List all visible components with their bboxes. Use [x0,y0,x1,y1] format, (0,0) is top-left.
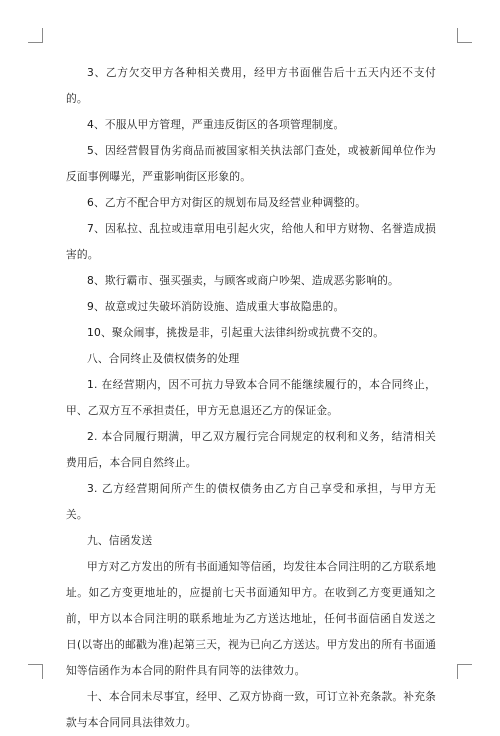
section-heading-termination: 八、合同终止及债权债务的处理 [87,352,240,365]
clause-7-electrical-fire: 7、因私拉、乱拉或违章用电引起火灾，给他人和甲方财物、名誉造成损害的。 [66,222,436,261]
crop-mark-bottom-left [28,664,43,679]
clause-6-layout-adjustment: 6、乙方不配合甲方对街区的规划布局及经营业种调整的。 [87,196,367,209]
clause-8-coercive-trading: 8、欺行霸市、强买强卖，与顾客或商户吵架、造成恶劣影响的。 [87,274,399,287]
termination-item-3: 3. 乙方经营期间所产生的债权债务由乙方自己享受和承担，与甲方无关。 [66,482,436,521]
termination-item-1: 1. 在经营期内，因不可抗力导致本合同不能继续履行的，本合同终止，甲、乙双方互不承担责任，甲方无息退还乙方的保证金。 [66,378,436,417]
clause-3-arrears: 3、乙方欠交甲方各种相关费用，经甲方书面催告后十五天内还不支付的。 [66,66,436,105]
crop-mark-bottom-right [457,664,472,679]
crop-mark-top-right [457,28,472,43]
section-supplementary-terms: 十、本合同未尽事宜，经甲、乙双方协商一致，可订立补充条款。补充条款与本合同同具法律效力。 [66,690,436,729]
document-body [66,60,436,736]
clause-4-disobey-management: 4、不服从甲方管理，严重违反街区的各项管理制度。 [87,118,345,131]
termination-item-2: 2. 本合同履行期满，甲乙双方履行完合同规定的权利和义务，结清相关费用后，本合同自然终止。 [66,430,436,469]
correspondence-paragraph: 甲方对乙方发出的所有书面通知等信函，均发往本合同注明的乙方联系地址。如乙方变更地址的，应提前七天书面通知甲方。在收到乙方变更通知之前，甲方以本合同注明的联系地址为乙方送达地址，任何书面信函自发送之日(以寄出的邮戳为准)起第三天，视为已向乙方送达。甲方发出的所有书面通知等信函作为本合同的附件具有同等的法律效力。 [66,560,436,677]
clause-9-fire-facilities: 9、故意或过失破坏消防设施、造成重大事故隐患的。 [87,300,345,313]
clause-5-counterfeit-goods: 5、因经营假冒伪劣商品而被国家相关执法部门查处，或被新闻单位作为反面事例曝光，严重影响街区形象的。 [66,144,436,183]
clause-10-disturbance: 10、聚众闹事，挑拨是非，引起重大法律纠纷或抗费不交的。 [87,326,385,339]
crop-mark-top-left [28,28,43,43]
section-heading-correspondence: 九、信函发送 [87,534,153,547]
